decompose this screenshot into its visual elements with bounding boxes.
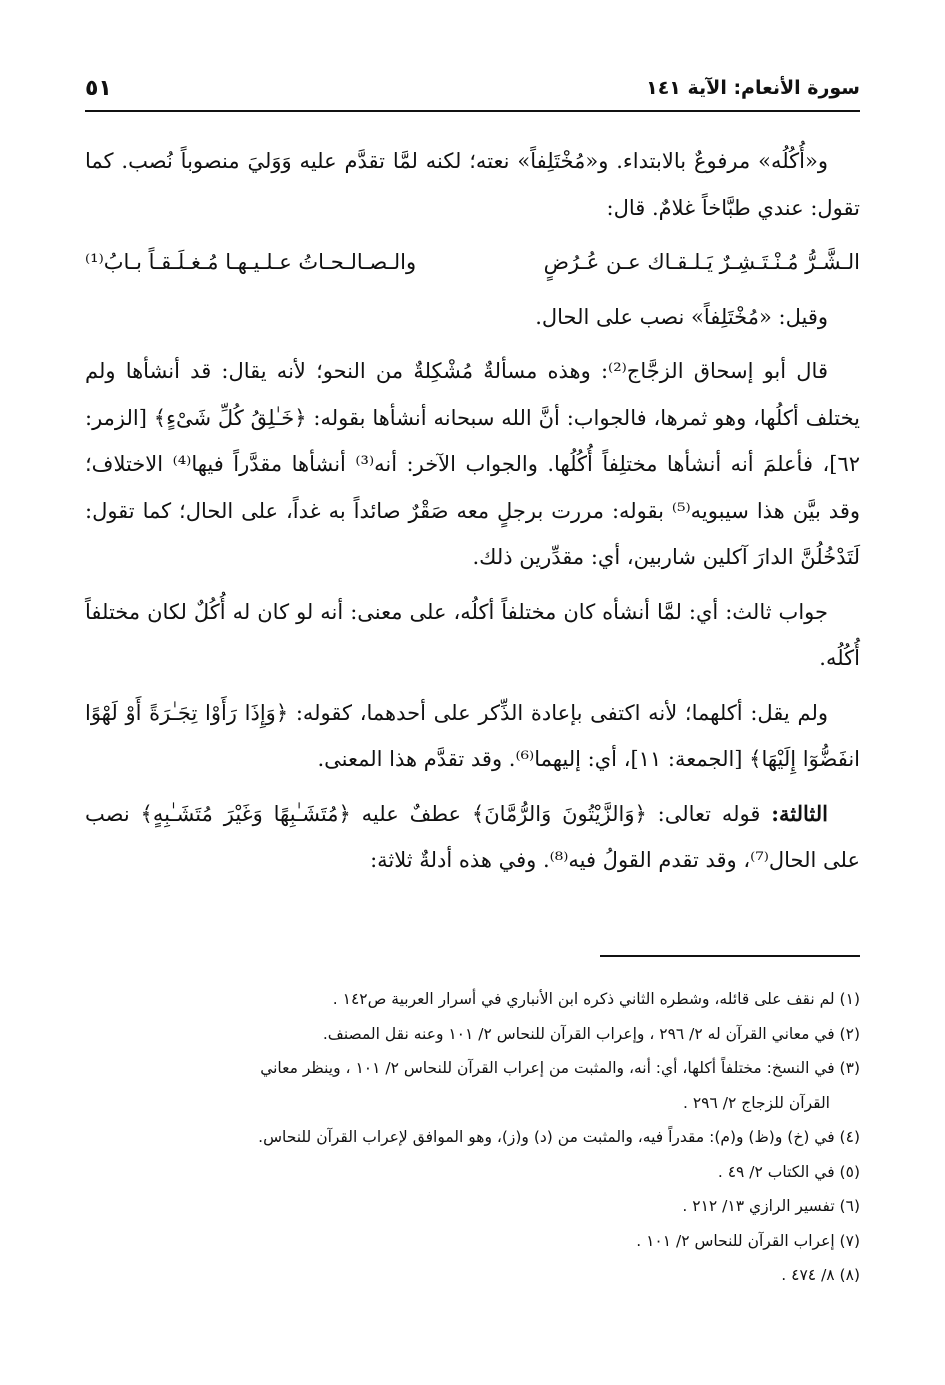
header-title: سورة الأنعام: الآية ١٤١ — [646, 77, 860, 99]
footnote-2: (٢) في معاني القرآن له ٢/ ٢٩٦ ، وإعراب القرآن للنحاس ٢/ ١٠١ وعنه نقل المصنف. — [322, 1024, 860, 1043]
running-header — [85, 68, 860, 108]
footnote-6: (٦) تفسير الرازي ١٣/ ٢١٢ . — [682, 1197, 860, 1215]
main-text — [85, 138, 860, 892]
verse-second-hemistich: والـصـالـحـاتُ عـلـيـهـا مُـغـلَـقـاً بـابُ⁽¹⁾ — [85, 250, 417, 274]
paragraph-4: جواب ثالث: أي: لمَّا أنشأه كان مختلفاً أكلُه، على معنى: أنه لو كان له أُكُلٌ لكان مختلفاً أُكُلُه. — [85, 599, 860, 670]
paragraph-6-lead: الثالثة: — [771, 800, 828, 826]
footnote-5: (٥) في الكتاب ٢/ ٤٩ . — [717, 1162, 860, 1181]
footnote-separator — [600, 955, 860, 957]
footnote-1: (١) لم نقف على قائله، وشطره الثاني ذكره ابن الأنباري في أسرار العربية ص١٤٢ . — [332, 990, 860, 1008]
paragraph-6 — [85, 791, 860, 884]
paragraph-1: و«أُكُلُه» مرفوعٌ بالابتداء. و«مُخْتَلِفاً» نعته؛ لكنه لمَّا تقدَّم عليه وَوَليَ منصوباً نُصب. كما تقول: عندي طبَّاخاً غلامٌ. قال: — [85, 149, 860, 220]
header-rule — [85, 110, 860, 112]
footnotes — [85, 982, 860, 1293]
footnote-3-continued: القرآن للزجاج ٢/ ٢٩٦ . — [682, 1093, 830, 1112]
verse-first-hemistich: الـشَّـرُّ مُـنْـتَـشِـرٌ يَـلـقـاك عـن عُـرُضٍ — [543, 250, 860, 274]
paragraph-2: وقيل: «مُخْتَلِفاً» نصب على الحال. — [535, 304, 828, 329]
footnote-8: (٨) ٨/ ٤٧٤ . — [781, 1266, 860, 1284]
footnote-4: (٤) في (خ) و(ظ) و(م): مقدراً فيه، والمثبت من (د) و(ز)، وهو الموافق لإعراب القرآن للنحاس. — [258, 1128, 860, 1146]
paragraph-3: قال أبو إسحاق الزجَّاج⁽²⁾: وهذه مسألةٌ مُشْكِلةٌ من النحو؛ لأنه يقال: قد أنشأها ولم يختلف أكلُها، وهو ثمرها، فالجواب: أنَّ الله سبحانه أنشأها بقوله: ﴿خَـٰلِقُ كُلِّ شَىْءٍ﴾ [الزمر: ٦٢]، فأعلمَ أنه أنشأها مختلِفاً أُكُلُها. والجواب الآخر: أنه⁽³⁾ أنشأها مقدَّراً فيها⁽⁴⁾ الاختلاف؛ وقد بيَّن هذا سيبويه⁽⁵⁾ بقوله: مررت برجلٍ معه صَقْرٌ صائداً به غداً، على الحال؛ كما تقول: لَتَدْخُلُنَّ الدارَ آكلين شاربين، أي: مقدِّرين ذلك. — [85, 359, 861, 569]
footnote-7: (٧) إعراب القرآن للنحاس ٢/ ١٠١ . — [636, 1231, 860, 1250]
poetry-verse — [85, 239, 860, 286]
paragraph-6-text: قوله تعالى: ﴿وَالزَّيْتُونَ وَالرُّمَّانَ﴾ عطفٌ عليه ﴿مُتَشَـٰبِهًا وَغَيْرَ مُتَشَـٰبِهٍ﴾ نصب على الحال⁽⁷⁾، وقد تقدم القولُ فيه⁽⁸⁾. وفي هذه أدلةٌ ثلاثة: — [85, 801, 860, 872]
footnote-3: (٣) في النسخ: مختلفاً أكلها، أي: أنه، والمثبت من إعراب القرآن للنحاس ٢/ ١٠١ ، وينظر معاني — [260, 1059, 860, 1077]
paragraph-5: ولم يقل: أكلهما؛ لأنه اكتفى بإعادة الذِّكر على أحدهما، كقوله: ﴿وَإِذَا رَأَوْا تِجَـٰرَةً أَوْ لَهْوًا انفَضُّوٓا إِلَيْهَا﴾ [الجمعة: ١١]، أي: إليهما⁽⁶⁾. وقد تقدَّم هذا المعنى. — [85, 700, 860, 771]
page-number: ٥١ — [85, 75, 112, 101]
